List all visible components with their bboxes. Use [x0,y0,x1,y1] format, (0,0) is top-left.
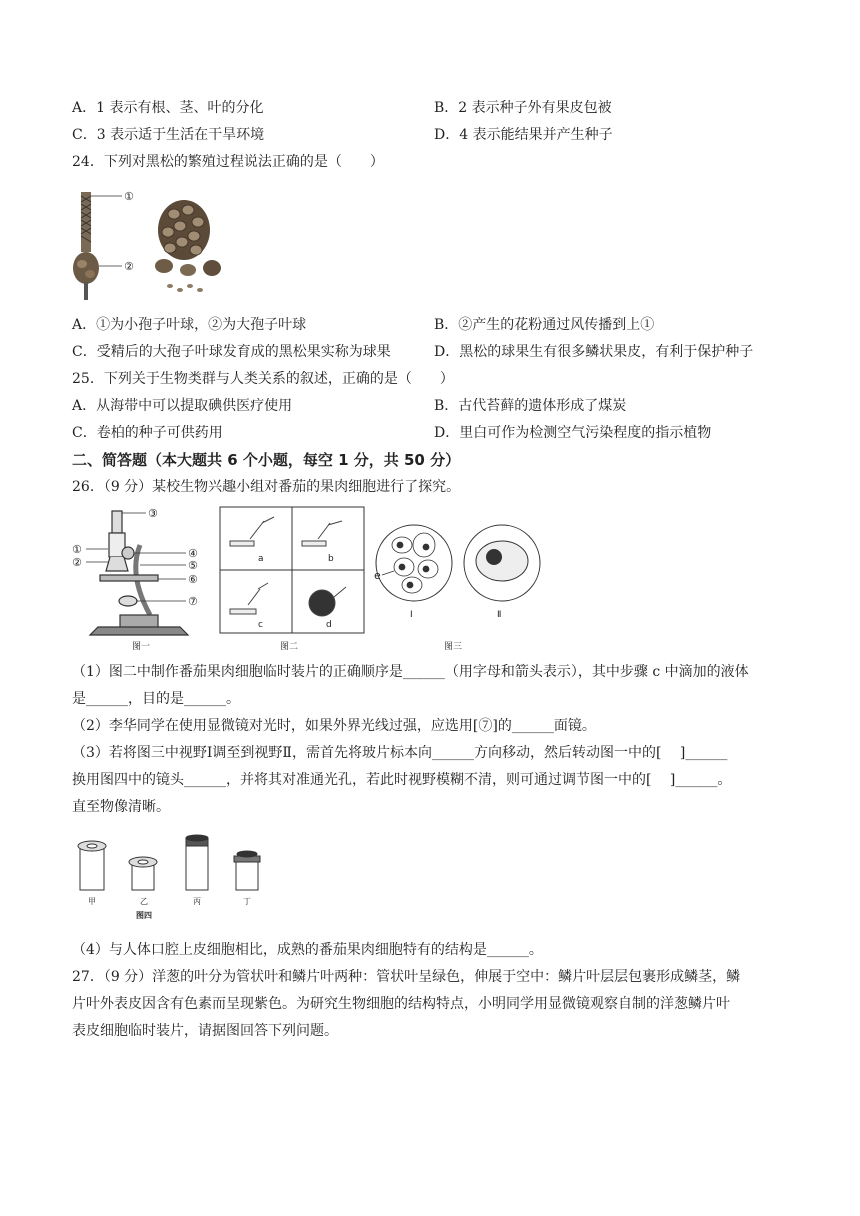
lens-bing-label: 丙 [193,897,201,906]
q26-stem: 26．（9 分）某校生物兴趣小组对番茄的果肉细胞进行了探究。 [72,479,461,495]
fig3-caption: 图三 [444,642,463,651]
q23-option-a: A．1 表示有根、茎、叶的分化 [72,100,264,116]
fig1-label-1: ① [72,543,82,556]
fig2-panel-b: b [328,554,334,564]
lens-ding-label: 丁 [243,897,251,906]
figure-3-fields-of-view [366,505,546,651]
fig2-panel-d: d [326,620,332,630]
q26-part3-line2: 换用图四中的镜头______，并将其对准通光孔，若此时视野模糊不清，则可通过调节图一中的[ ]______。 [72,772,732,788]
q25-option-a: A．从海带中可以提取碘供医疗使用 [72,398,293,414]
q27-line1: 27．（9 分）洋葱的叶分为管状叶和鳞片叶两种：管状叶呈绿色，伸展于空中：鳞片叶层层包裹形成鳞茎，鳞 [72,969,741,985]
q24-option-c: C．受精后的大孢子叶球发育成的黑松果实称为球果 [72,344,391,360]
lens-yi-label: 乙 [140,897,148,906]
fig3-label-e: e [374,569,381,582]
label-2: ② [124,260,134,273]
fig3-view-2: Ⅱ [497,610,502,620]
procedure-illustrations [230,517,346,616]
label-1: ① [124,190,134,203]
pine-cone-figure [70,186,230,304]
q26-part1-line1: （1）图二中制作番茄果肉细胞临时装片的正确顺序是______（用字母和箭头表示），其中步骤 c 中滴加的液体 [72,664,749,680]
q24-stem: 24．下列对黑松的繁殖过程说法正确的是（ ） [72,154,384,170]
figure-4-lenses [70,832,282,924]
fig1-label-4: ④ [188,547,198,560]
microscope-illustration [90,511,188,635]
fig2-panel-a: a [258,554,264,564]
figure-1-microscope [70,505,212,651]
q26-part3-line3: 直至物像清晰。 [72,799,170,815]
q27-line3: 表皮细胞临时装片，请据图回答下列问题。 [72,1023,338,1039]
figure-2-procedure [218,505,366,651]
q25-option-d: D．里白可作为检测空气污染程度的指示植物 [434,425,712,441]
fig3-view-1: Ⅰ [410,610,413,620]
q25-option-c: C．卷柏的种子可供药用 [72,425,223,441]
fig4-caption: 图四 [136,911,152,920]
fig2-caption: 图二 [280,642,299,651]
fig2-panel-c: c [258,620,263,630]
fig1-label-5: ⑤ [188,559,198,572]
q24-option-d: D．黑松的球果生有很多鳞状果皮，有利于保护种子 [434,344,754,360]
q26-part1-line2: 是______，目的是______。 [72,691,240,707]
lens-illustrations [78,835,260,890]
pine-cone-illustration [155,200,221,292]
pine-branch-illustration [73,192,122,300]
fig1-label-7: ⑦ [188,595,198,608]
lens-jia-label: 甲 [88,897,96,906]
fig1-label-6: ⑥ [188,573,198,586]
q26-part2: （2）李华同学在使用显微镜对光时，如果外界光线过强，应选用[⑦]的______面镜。 [72,718,596,734]
fig1-caption: 图一 [132,642,151,651]
q23-option-d: D．4 表示能结果并产生种子 [434,127,613,143]
q27-line2: 片叶外表皮因含有色素而呈现紫色。为研究生物细胞的结构特点，小明同学用显微镜观察自制的洋葱鳞片叶 [72,996,730,1012]
q24-option-b: B．②产生的花粉通过风传播到上① [434,317,655,333]
q26-part4: （4）与人体口腔上皮细胞相比，成熟的番茄果肉细胞特有的结构是______。 [72,942,543,958]
cells-view-1 [382,533,438,593]
q24-option-a: A．①为小孢子叶球，②为大孢子叶球 [72,317,307,333]
q25-option-b: B．古代苔藓的遗体形成了煤炭 [434,398,627,414]
fig1-label-3: ③ [148,507,158,520]
q23-option-c: C．3 表示适于生活在干旱环境 [72,127,265,143]
fig1-label-2: ② [72,556,82,569]
cells-view-2 [476,541,528,581]
section-heading: 二、简答题（本大题共 6 个小题，每空 1 分，共 50 分） [72,451,461,469]
q26-part3-line1: （3）若将图三中视野Ⅰ调至到视野Ⅱ，需首先将玻片标本向______方向移动，然后转动图一中的[ ]______ [72,745,728,761]
q23-option-b: B．2 表示种子外有果皮包被 [434,100,612,116]
q25-stem: 25．下列关于生物类群与人类关系的叙述，正确的是（ ） [72,371,454,387]
